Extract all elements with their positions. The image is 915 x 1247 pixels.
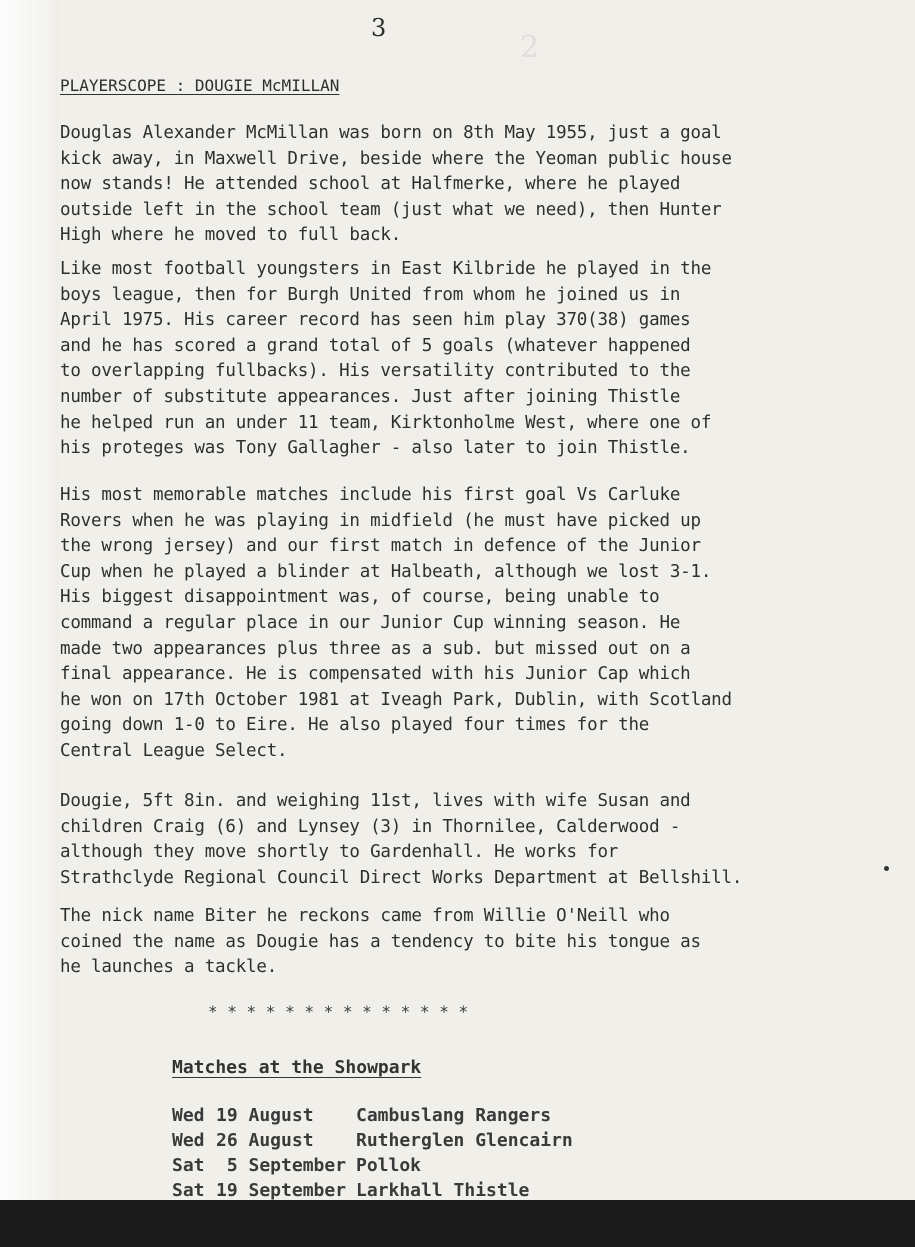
fixture-opponent: Rutherglen Glencairn xyxy=(356,1130,573,1151)
fixture-opponent: Larkhall Thistle xyxy=(356,1180,530,1200)
fixture-date: 19 September xyxy=(216,1180,347,1200)
fixture-row xyxy=(172,1178,573,1200)
star-separator: * * * * * * * * * * * * * * xyxy=(208,1002,469,1021)
fixture-day: Wed xyxy=(172,1105,205,1126)
show-through-mark: 2 xyxy=(520,30,540,65)
fixture-day: Wed xyxy=(172,1130,205,1151)
margin-dot xyxy=(884,866,889,871)
page-number: 3 xyxy=(371,14,387,42)
paragraph-early-life: Douglas Alexander McMillan was born on 8th May 1955, just a goal kick away, in Maxwell Drive, beside where the Yeoman public house now stands! He attended school at Halfmerke, where he played outside left in the school team (just what we need), then Hunter High where he moved to full back. xyxy=(60,123,732,246)
paragraph-memorable-matches: His most memorable matches include his first goal Vs Carluke Rovers when he was playing in midfield (he must have picked up the wrong jersey) and our first match in defence of the Junior Cup when he played a blinder at Halbeath, although we lost 3-1. His biggest disappointment was, of course, being unable to command a regular place in our Junior Cup winning season. He made two appearances plus three as a sub. but missed out on a final appearance. He is compensated with his Junior Cap which he won on 17th October 1981 at Iveagh Park, Dublin, with Scotland going down 1-0 to Eire. He also played four times for the Central League Select. xyxy=(60,485,732,761)
fixture-opponent: Pollok xyxy=(356,1155,422,1176)
paragraph-career: Like most football youngsters in East Kilbride he played in the boys league, then for Burgh United from whom he joined us in April 1975. His career record has seen him play 370(38) games and he has scored a grand total of 5 goals (whatever happened to overlapping fullbacks). His versatility contributed to the number of substitute appearances. Just after joining Thistle he helped run an under 11 team, Kirktonholme West, where one of his proteges was Tony Gallagher - also later to join Thistle. xyxy=(60,259,712,459)
page-binding-edge xyxy=(0,0,58,1200)
fixture-row xyxy=(172,1153,573,1178)
fixture-day: Sat xyxy=(172,1155,205,1176)
fixture-date: 5 September xyxy=(216,1155,347,1176)
fixture-list xyxy=(172,1103,573,1200)
fixture-date: 19 August xyxy=(216,1105,314,1126)
fixture-row xyxy=(172,1103,573,1128)
paragraph-personal: Dougie, 5ft 8in. and weighing 11st, lives with wife Susan and children Craig (6) and Lynsey (3) in Thornilee, Calderwood - although they move shortly to Gardenhall. He works for Strathclyde Regional Council Direct Works Department at Bellshill. xyxy=(60,791,743,888)
matches-heading: Matches at the Showpark xyxy=(172,1057,422,1078)
fixture-row xyxy=(172,1128,573,1153)
fixture-day: Sat xyxy=(172,1180,205,1200)
article-title: PLAYERSCOPE : DOUGIE McMILLAN xyxy=(60,76,340,95)
fixture-opponent: Cambuslang Rangers xyxy=(356,1105,552,1126)
paragraph-nickname: The nick name Biter he reckons came from Willie O'Neill who coined the name as Dougie has a tendency to bite his tongue as he launches a tackle. xyxy=(60,906,701,978)
fixture-date: 26 August xyxy=(216,1130,314,1151)
